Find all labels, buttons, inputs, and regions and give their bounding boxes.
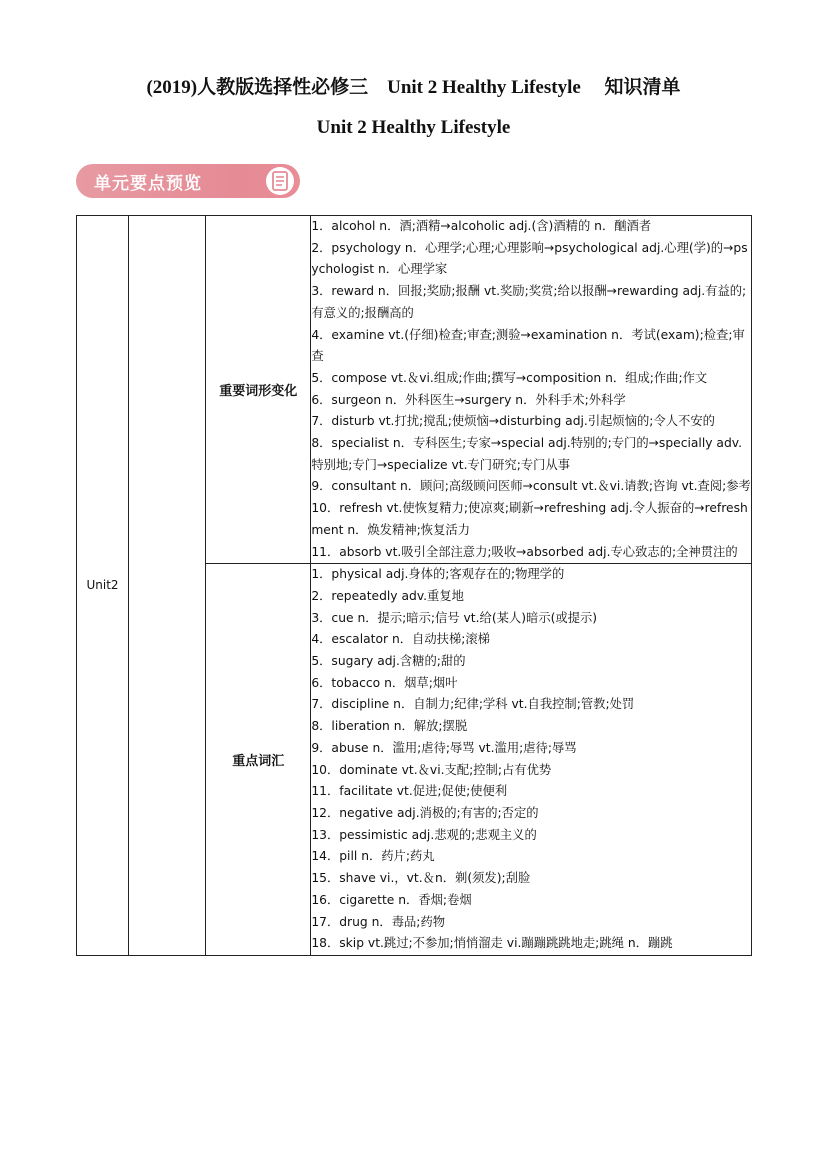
list-item: 17．drug n．毒品;药物 [311,914,446,929]
word-form-list [311,216,752,564]
list-item: 9．abuse n．滥用;虐待;辱骂 vt.滥用;虐待;辱骂 [311,740,577,755]
list-item: 6．surgeon n．外科医生→surgery n．外科手术;外科学 [311,392,626,407]
list-item: 18．skip vt.跳过;不参加;悄悄溜走 vi.蹦蹦跳跳地走;跳绳 n．蹦跳 [311,936,673,951]
knowledge-table [76,215,752,956]
list-item: 10．refresh vt.使恢复精力;使凉爽;刷新→refreshing adj.令人振奋的→refreshment n．焕发精神;恢复活力 [311,501,748,537]
list-item: 3．reward n．回报;奖励;报酬 vt.奖励;奖赏;给以报酬→rewarding adj.有益的;有意义的;报酬高的 [311,284,747,320]
category-cell: 重点词汇 [206,564,311,956]
section-banner [76,164,300,198]
list-item: 7．discipline n．自制力;纪律;学科 vt.自我控制;管教;处罚 [311,697,635,712]
list-item: 1．physical adj.身体的;客观存在的;物理学的 [311,567,565,582]
list-item: 6．tobacco n．烟草;烟叶 [311,675,458,690]
unit-cell: Unit2 [77,216,129,956]
list-item: 13．pessimistic adj.悲观的;悲观主义的 [311,827,537,842]
list-item: 15．shave vi.，vt.＆n．剃(须发);刮脸 [311,871,531,886]
list-item: 7．disturb vt.打扰;搅乱;使烦恼→disturbing adj.引起烦恼的;令人不安的 [311,414,715,429]
list-item: 4．examine vt.(仔细)检查;审查;测验→examination n．考试(exam);检查;审查 [311,327,745,364]
document-subtitle: Unit 2 Healthy Lifestyle [316,117,511,138]
list-item: 8．specialist n．专科医生;专家→special adj.特别的;专门的→specially adv.特别地;专门→specialize vt.专门研究;专门从事 [311,436,743,472]
list-item: 14．pill n．药片;药丸 [311,849,435,864]
blank-cell [129,216,206,956]
list-item: 8．liberation n．解放;摆脱 [311,719,468,734]
list-item: 16．cigarette n．香烟;卷烟 [311,892,472,907]
list-item: 1．alcohol n．酒;酒精→alcoholic adj.(含)酒精的 n．酗酒者 [311,219,652,233]
list-item: 2．repeatedly adv.重复地 [311,588,464,603]
list-item: 9．consultant n．顾问;高级顾问医师→consult vt.＆vi.请教;咨询 vt.查阅;参考 [311,479,751,494]
list-item: 11．facilitate vt.促进;促使;使便利 [311,784,508,799]
list-item: 5．sugary adj.含糖的;甜的 [311,654,466,669]
table-row [77,216,752,564]
document-icon [266,167,294,195]
list-item: 10．dominate vt.＆vi.支配;控制;占有优势 [311,762,552,777]
vocabulary-list [311,564,752,956]
list-item: 3．cue n．提示;暗示;信号 vt.给(某人)暗示(或提示) [311,610,598,625]
banner-label: 单元要点预览 [94,174,202,194]
list-item: 12．negative adj.消极的;有害的;否定的 [311,805,539,820]
list-item: 11．absorb vt.吸引全部注意力;吸收→absorbed adj.专心致志的;全神贯注的 [311,544,738,559]
document-title: (2019)人教版选择性必修三 Unit 2 Healthy Lifestyle 知识清单 [146,77,681,98]
list-item: 2．psychology n．心理学;心理;心理影响→psychological adj.心理(学)的→psychologist n．心理学家 [311,240,748,277]
category-cell: 重要词形变化 [206,216,311,564]
list-item: 5．compose vt.＆vi.组成;作曲;撰写→composition n．组成;作曲;作文 [311,370,708,385]
list-item: 4．escalator n．自动扶梯;滚梯 [311,632,490,647]
